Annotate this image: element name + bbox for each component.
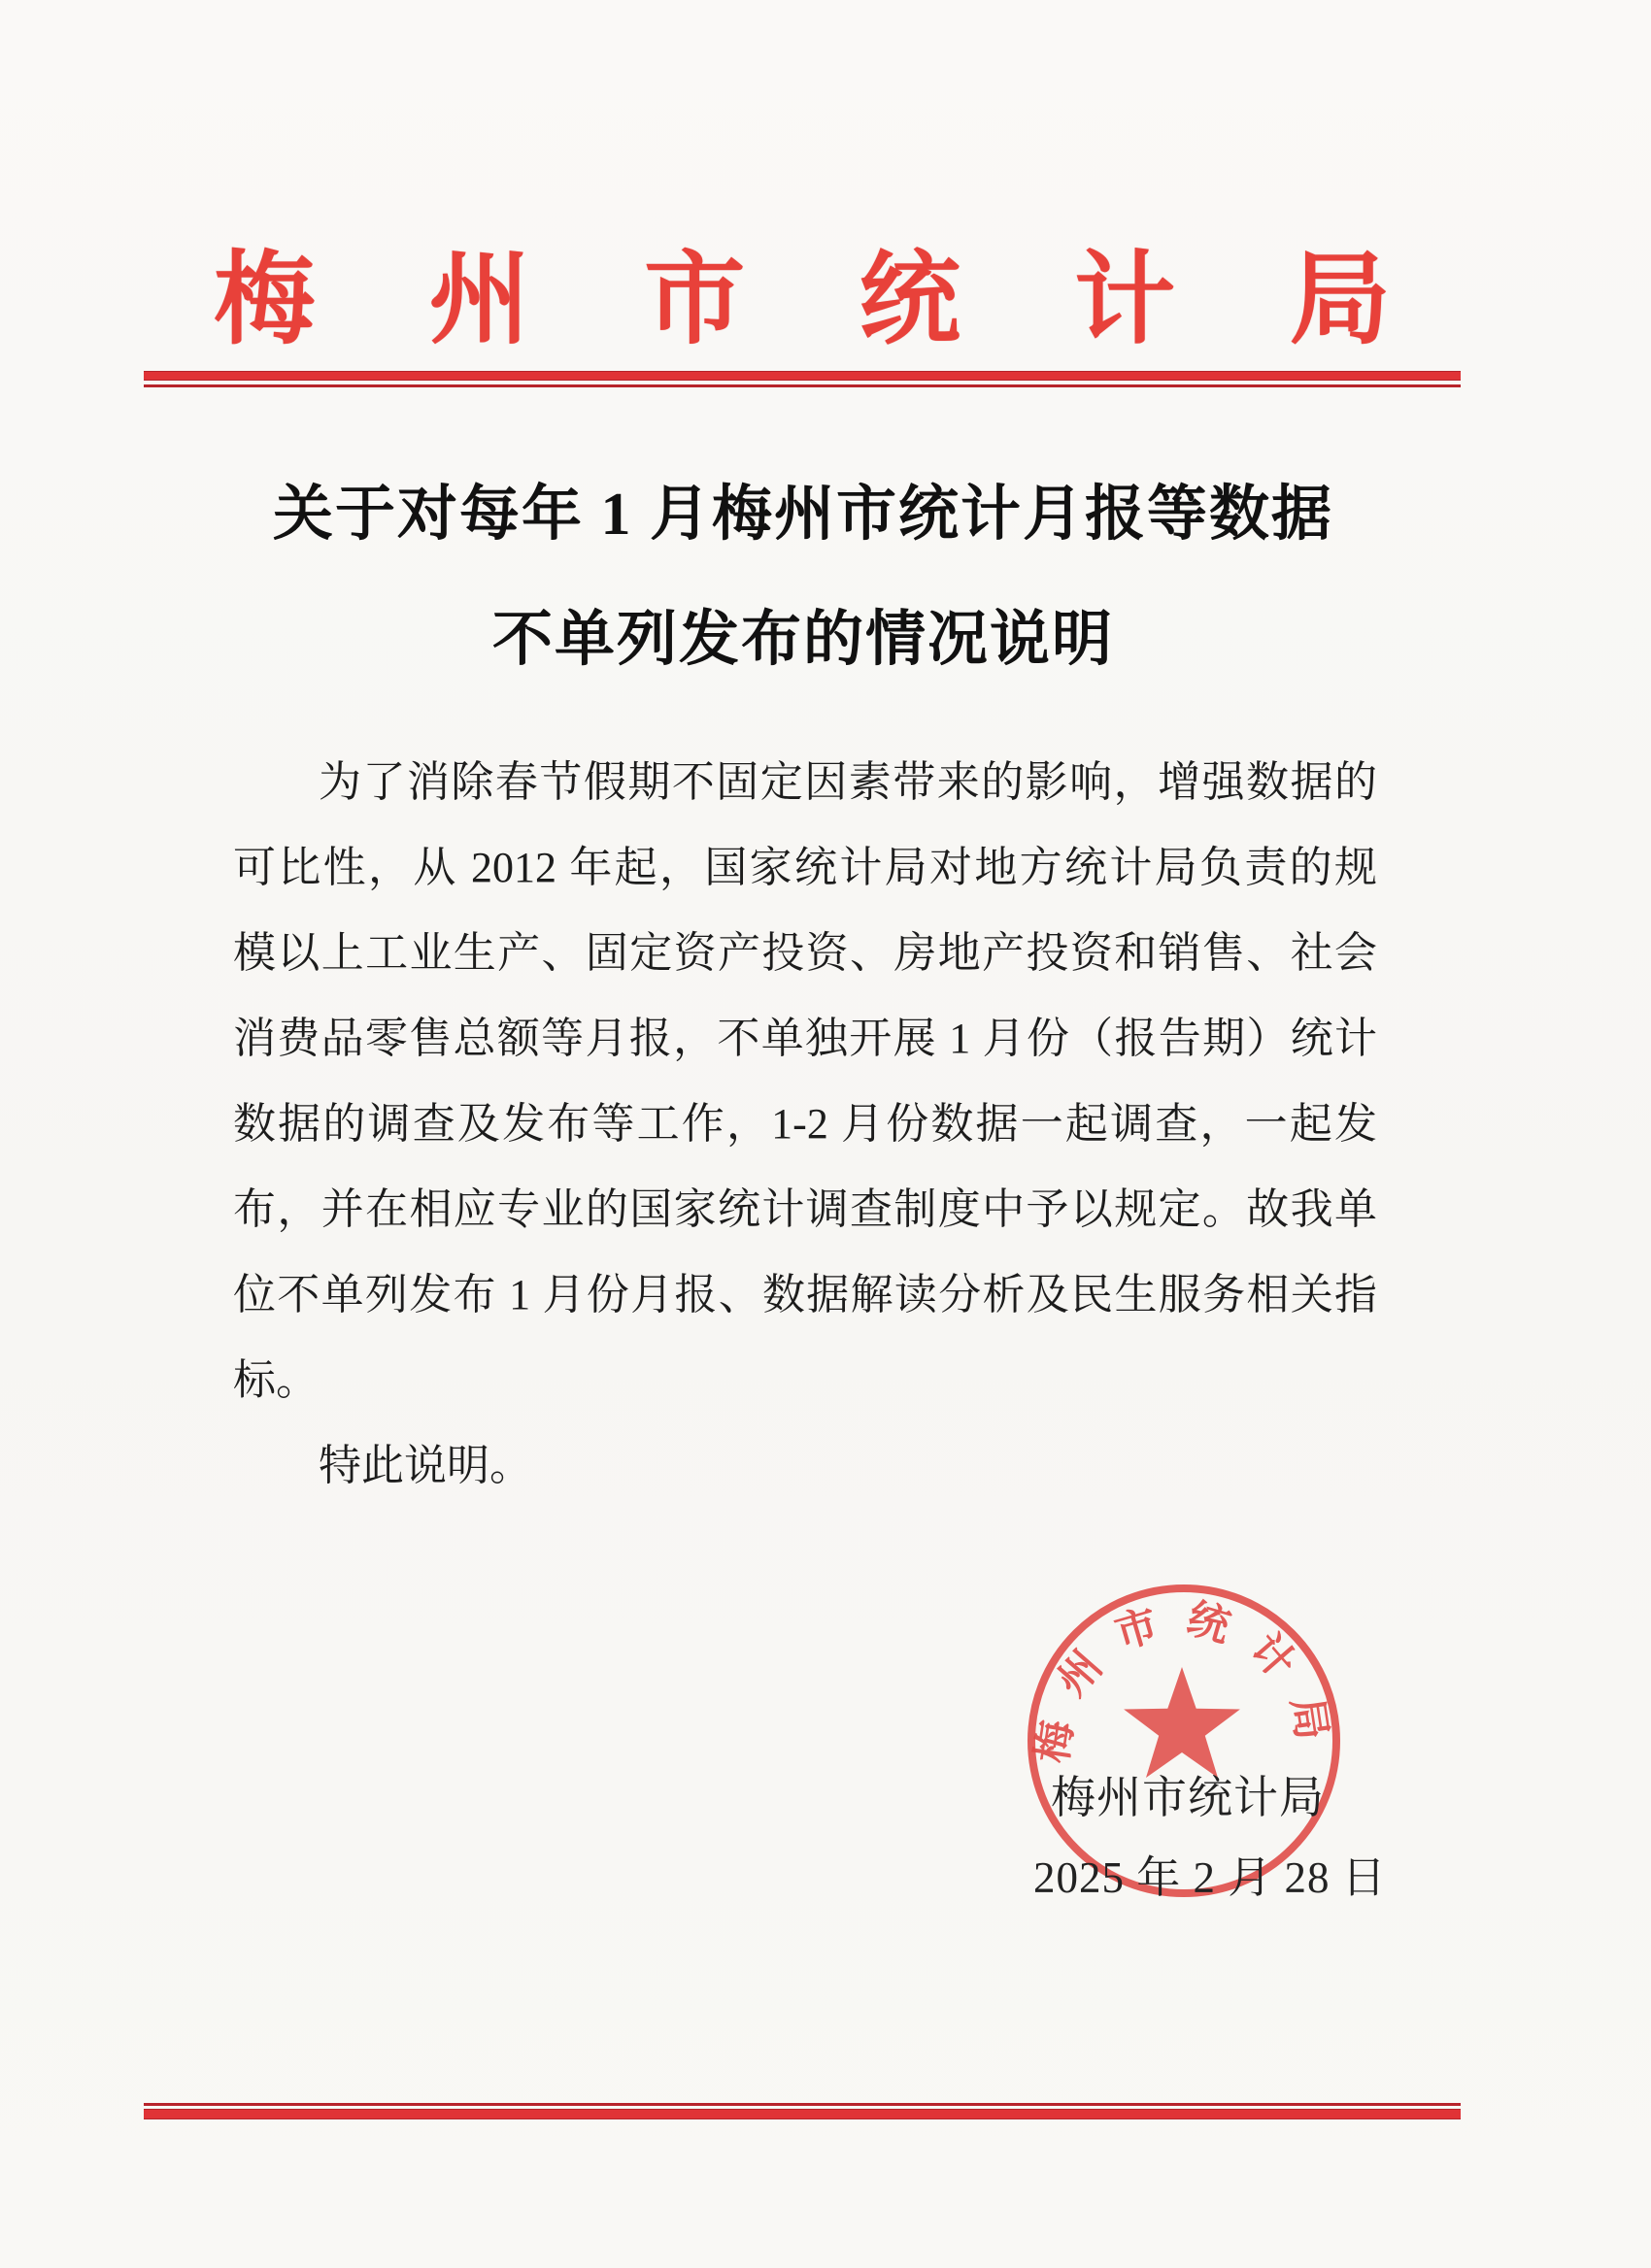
- seal-star-icon: [1124, 1667, 1240, 1778]
- body-closing-line: 特此说明。: [319, 1442, 532, 1489]
- header-rule-thin: [144, 384, 1461, 387]
- signature-agency-name: 梅州市统计局: [1051, 1773, 1325, 1822]
- footer-rule-thick: [144, 2109, 1461, 2119]
- document-title-line2: 不单列发布的情况说明: [491, 607, 1114, 673]
- body-line: 可比性，从 2012 年起，国家统计局对地方统计局负责的规: [233, 844, 1377, 891]
- document-title-line1: 关于对每年 1 月梅州市统计月报等数据: [272, 482, 1333, 548]
- body-line: 模以上工业生产、固定资产投资、房地产投资和销售、社会: [233, 929, 1377, 977]
- body-line: 消费品零售总额等月报，不单独开展 1 月份（报告期）统计: [233, 1015, 1377, 1062]
- document-title: [0, 452, 1606, 703]
- body-line: 标。: [233, 1356, 319, 1404]
- letterhead-agency-name: 梅州市统计局: [214, 245, 1505, 356]
- body-line: 数据的调查及发布等工作，1-2 月份数据一起调查，一起发: [233, 1100, 1377, 1148]
- body-line: 布，并在相应专业的国家统计调查制度中予以规定。故我单: [233, 1185, 1377, 1233]
- header-rule-thick: [144, 371, 1461, 381]
- body-line: 位不单列发布 1 月份月报、数据解读分析及民生服务相关指: [233, 1271, 1377, 1318]
- document-body: [233, 740, 1377, 1509]
- body-line: 为了消除春节假期不固定因素带来的影响，增强数据的: [319, 758, 1377, 806]
- signature-date: 2025 年 2 月 28 日: [1033, 1853, 1387, 1902]
- footer-rule-thin: [144, 2103, 1461, 2106]
- seal-arc-text: 梅州市统计局: [1029, 1595, 1338, 1766]
